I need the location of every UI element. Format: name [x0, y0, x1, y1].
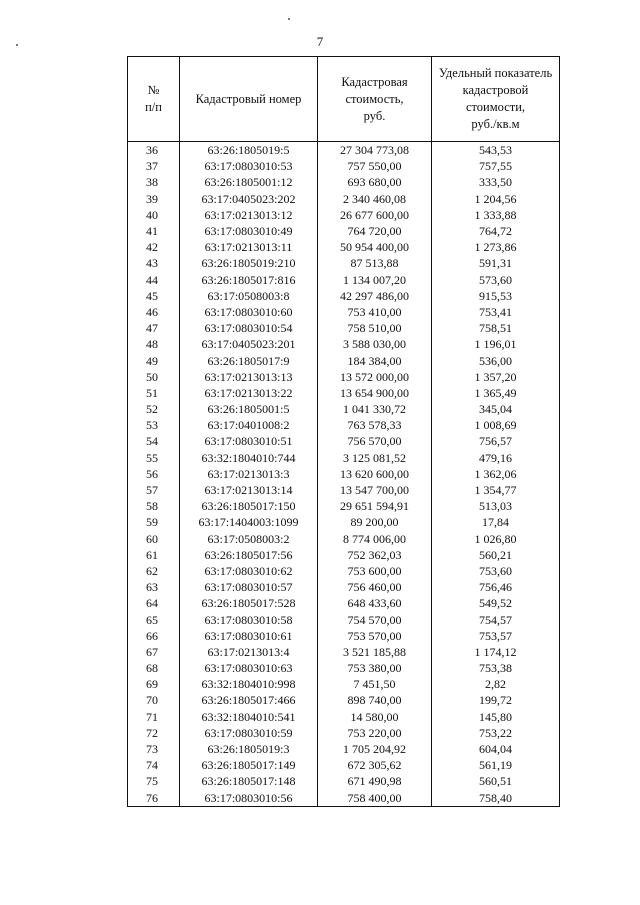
cadastral-number-cell: 63:17:0213013:14 — [180, 482, 318, 498]
specific-value-cell: 333,50 — [432, 174, 560, 190]
header-cadastral-number — [180, 57, 318, 142]
table-row — [128, 725, 560, 741]
table-row — [128, 628, 560, 644]
cadastral-value-cell: 1 134 007,20 — [318, 272, 432, 288]
specific-value-cell: 479,16 — [432, 450, 560, 466]
cadastral-value-cell: 672 305,62 — [318, 757, 432, 773]
cadastral-number-cell: 63:17:0213013:3 — [180, 466, 318, 482]
cadastral-number-cell: 63:17:0405023:201 — [180, 336, 318, 352]
header-cadastral-value — [318, 57, 432, 142]
cadastral-value-cell: 752 362,03 — [318, 547, 432, 563]
cadastral-value-cell: 758 510,00 — [318, 320, 432, 336]
specific-value-cell: 753,57 — [432, 628, 560, 644]
cadastral-value-cell: 753 410,00 — [318, 304, 432, 320]
cadastral-value-cell: 1 705 204,92 — [318, 741, 432, 757]
cadastral-value-cell: 26 677 600,00 — [318, 207, 432, 223]
row-number-cell: 59 — [128, 514, 180, 530]
row-number-cell: 50 — [128, 369, 180, 385]
specific-value-cell: 561,19 — [432, 757, 560, 773]
row-number-cell: 51 — [128, 385, 180, 401]
table-row — [128, 223, 560, 239]
header-cadastral-value-label: Кадастровая стоимость, руб. — [341, 74, 408, 123]
row-number-cell: 55 — [128, 450, 180, 466]
table-body — [128, 142, 560, 807]
cadastral-number-cell: 63:17:0803010:59 — [180, 725, 318, 741]
table-row — [128, 531, 560, 547]
cadastral-value-cell: 648 433,60 — [318, 595, 432, 611]
specific-value-cell: 1 204,56 — [432, 191, 560, 207]
row-number-cell: 66 — [128, 628, 180, 644]
specific-value-cell: 1 026,80 — [432, 531, 560, 547]
page-number: 7 — [316, 34, 324, 49]
cadastral-value-cell: 50 954 400,00 — [318, 239, 432, 255]
table-row — [128, 352, 560, 368]
specific-value-cell: 549,52 — [432, 595, 560, 611]
cadastral-number-cell: 63:17:0803010:63 — [180, 660, 318, 676]
row-number-cell: 62 — [128, 563, 180, 579]
row-number-cell: 38 — [128, 174, 180, 190]
cadastral-value-cell: 756 570,00 — [318, 433, 432, 449]
row-number-cell: 58 — [128, 498, 180, 514]
table-row — [128, 773, 560, 789]
specific-value-cell: 764,72 — [432, 223, 560, 239]
row-number-cell: 54 — [128, 433, 180, 449]
table-row — [128, 385, 560, 401]
table-row — [128, 401, 560, 417]
row-number-cell: 44 — [128, 272, 180, 288]
table-row — [128, 466, 560, 482]
row-number-cell: 56 — [128, 466, 180, 482]
table-row — [128, 320, 560, 336]
table-row — [128, 547, 560, 563]
cadastral-value-cell: 753 380,00 — [318, 660, 432, 676]
table-row — [128, 660, 560, 676]
cadastral-number-cell: 63:26:1805017:9 — [180, 352, 318, 368]
specific-value-cell: 753,38 — [432, 660, 560, 676]
specific-value-cell: 1 357,20 — [432, 369, 560, 385]
table-row — [128, 709, 560, 725]
specific-value-cell: 536,00 — [432, 352, 560, 368]
header-cadastral-number-label: Кадастровый номер — [195, 91, 302, 106]
row-number-cell: 53 — [128, 417, 180, 433]
cadastral-value-cell: 757 550,00 — [318, 158, 432, 174]
cadastral-value-cell: 764 720,00 — [318, 223, 432, 239]
row-number-cell: 47 — [128, 320, 180, 336]
specific-value-cell: 604,04 — [432, 741, 560, 757]
specific-value-cell: 1 273,86 — [432, 239, 560, 255]
specific-value-cell: 199,72 — [432, 692, 560, 708]
cadastral-number-cell: 63:17:0803010:53 — [180, 158, 318, 174]
specific-value-cell: 543,53 — [432, 142, 560, 159]
table-row — [128, 595, 560, 611]
row-number-cell: 76 — [128, 790, 180, 807]
cadastral-number-cell: 63:26:1805017:528 — [180, 595, 318, 611]
table-row — [128, 239, 560, 255]
cadastral-value-cell: 1 041 330,72 — [318, 401, 432, 417]
cadastral-value-cell: 13 547 700,00 — [318, 482, 432, 498]
table-row — [128, 207, 560, 223]
cadastral-number-cell: 63:32:1804010:541 — [180, 709, 318, 725]
row-number-cell: 63 — [128, 579, 180, 595]
cadastral-value-cell: 7 451,50 — [318, 676, 432, 692]
cadastral-number-cell: 63:17:0213013:13 — [180, 369, 318, 385]
cadastral-value-cell: 756 460,00 — [318, 579, 432, 595]
row-number-cell: 57 — [128, 482, 180, 498]
specific-value-cell: 753,60 — [432, 563, 560, 579]
row-number-cell: 75 — [128, 773, 180, 789]
cadastral-value-cell: 753 220,00 — [318, 725, 432, 741]
cadastral-number-cell: 63:17:0803010:54 — [180, 320, 318, 336]
row-number-cell: 39 — [128, 191, 180, 207]
cadastral-number-cell: 63:26:1805019:3 — [180, 741, 318, 757]
cadastral-value-cell: 758 400,00 — [318, 790, 432, 807]
table-row — [128, 741, 560, 757]
cadastral-value-cell: 763 578,33 — [318, 417, 432, 433]
row-number-cell: 46 — [128, 304, 180, 320]
cadastral-value-cell: 13 654 900,00 — [318, 385, 432, 401]
specific-value-cell: 753,41 — [432, 304, 560, 320]
table-row — [128, 482, 560, 498]
cadastral-number-cell: 63:17:1404003:1099 — [180, 514, 318, 530]
row-number-cell: 42 — [128, 239, 180, 255]
row-number-cell: 64 — [128, 595, 180, 611]
row-number-cell: 48 — [128, 336, 180, 352]
specific-value-cell: 513,03 — [432, 498, 560, 514]
specific-value-cell: 758,40 — [432, 790, 560, 807]
cadastral-number-cell: 63:17:0803010:57 — [180, 579, 318, 595]
table-row — [128, 611, 560, 627]
cadastral-number-cell: 63:26:1805017:56 — [180, 547, 318, 563]
specific-value-cell: 1 333,88 — [432, 207, 560, 223]
cadastral-number-cell: 63:26:1805019:210 — [180, 255, 318, 271]
cadastral-number-cell: 63:26:1805001:12 — [180, 174, 318, 190]
cadastral-number-cell: 63:26:1805017:149 — [180, 757, 318, 773]
row-number-cell: 61 — [128, 547, 180, 563]
cadastral-number-cell: 63:17:0405023:202 — [180, 191, 318, 207]
cadastral-number-cell: 63:26:1805017:816 — [180, 272, 318, 288]
cadastral-value-table — [127, 56, 560, 807]
cadastral-number-cell: 63:26:1805001:5 — [180, 401, 318, 417]
row-number-cell: 71 — [128, 709, 180, 725]
specific-value-cell: 145,80 — [432, 709, 560, 725]
specific-value-cell: 758,51 — [432, 320, 560, 336]
specific-value-cell: 560,51 — [432, 773, 560, 789]
table-row — [128, 174, 560, 190]
specific-value-cell: 754,57 — [432, 611, 560, 627]
table-row — [128, 336, 560, 352]
cadastral-value-cell: 13 572 000,00 — [318, 369, 432, 385]
table-row — [128, 255, 560, 271]
table-row — [128, 304, 560, 320]
cadastral-value-cell: 27 304 773,08 — [318, 142, 432, 159]
cadastral-value-cell: 8 774 006,00 — [318, 531, 432, 547]
specific-value-cell: 756,46 — [432, 579, 560, 595]
table-row — [128, 498, 560, 514]
table-row — [128, 514, 560, 530]
specific-value-cell: 757,55 — [432, 158, 560, 174]
specific-value-cell: 1 008,69 — [432, 417, 560, 433]
cadastral-value-cell: 87 513,88 — [318, 255, 432, 271]
row-number-cell: 72 — [128, 725, 180, 741]
table-row — [128, 272, 560, 288]
specific-value-cell: 1 354,77 — [432, 482, 560, 498]
scan-speck — [288, 18, 290, 20]
cadastral-number-cell: 63:26:1805017:466 — [180, 692, 318, 708]
cadastral-number-cell: 63:26:1805019:5 — [180, 142, 318, 159]
row-number-cell: 60 — [128, 531, 180, 547]
row-number-cell: 67 — [128, 644, 180, 660]
specific-value-cell: 753,22 — [432, 725, 560, 741]
specific-value-cell: 345,04 — [432, 401, 560, 417]
table-row — [128, 563, 560, 579]
cadastral-number-cell: 63:17:0803010:62 — [180, 563, 318, 579]
table-row — [128, 142, 560, 159]
table-row — [128, 433, 560, 449]
cadastral-number-cell: 63:17:0803010:60 — [180, 304, 318, 320]
cadastral-number-cell: 63:17:0213013:11 — [180, 239, 318, 255]
table-row — [128, 757, 560, 773]
row-number-cell: 40 — [128, 207, 180, 223]
specific-value-cell: 573,60 — [432, 272, 560, 288]
cadastral-number-cell: 63:26:1805017:150 — [180, 498, 318, 514]
table-row — [128, 676, 560, 692]
table-row — [128, 790, 560, 807]
cadastral-value-cell: 184 384,00 — [318, 352, 432, 368]
specific-value-cell: 756,57 — [432, 433, 560, 449]
specific-value-cell: 2,82 — [432, 676, 560, 692]
table-header — [128, 57, 560, 142]
row-number-cell: 74 — [128, 757, 180, 773]
cadastral-number-cell: 63:17:0508003:8 — [180, 288, 318, 304]
cadastral-number-cell: 63:17:0213013:12 — [180, 207, 318, 223]
cadastral-value-cell: 3 588 030,00 — [318, 336, 432, 352]
cadastral-value-cell: 753 600,00 — [318, 563, 432, 579]
header-row-number-label: № п/п — [145, 83, 162, 114]
header-row-number — [128, 57, 180, 142]
specific-value-cell: 560,21 — [432, 547, 560, 563]
specific-value-cell: 915,53 — [432, 288, 560, 304]
row-number-cell: 43 — [128, 255, 180, 271]
table-row — [128, 369, 560, 385]
row-number-cell: 65 — [128, 611, 180, 627]
header-specific-value — [432, 57, 560, 142]
row-number-cell: 70 — [128, 692, 180, 708]
row-number-cell: 41 — [128, 223, 180, 239]
specific-value-cell: 1 196,01 — [432, 336, 560, 352]
specific-value-cell: 1 362,06 — [432, 466, 560, 482]
row-number-cell: 49 — [128, 352, 180, 368]
cadastral-number-cell: 63:17:0803010:58 — [180, 611, 318, 627]
row-number-cell: 45 — [128, 288, 180, 304]
cadastral-number-cell: 63:17:0803010:51 — [180, 433, 318, 449]
row-number-cell: 73 — [128, 741, 180, 757]
cadastral-number-cell: 63:32:1804010:998 — [180, 676, 318, 692]
cadastral-value-cell: 29 651 594,91 — [318, 498, 432, 514]
header-specific-value-label: Удельный показатель кадастровой стоимости, руб./кв.м — [438, 66, 553, 131]
cadastral-number-cell: 63:17:0803010:49 — [180, 223, 318, 239]
cadastral-value-cell: 898 740,00 — [318, 692, 432, 708]
table-row — [128, 158, 560, 174]
cadastral-value-cell: 753 570,00 — [318, 628, 432, 644]
cadastral-number-cell: 63:17:0401008:2 — [180, 417, 318, 433]
row-number-cell: 68 — [128, 660, 180, 676]
row-number-cell: 36 — [128, 142, 180, 159]
cadastral-value-cell: 14 580,00 — [318, 709, 432, 725]
specific-value-cell: 1 365,49 — [432, 385, 560, 401]
cadastral-number-cell: 63:17:0803010:61 — [180, 628, 318, 644]
row-number-cell: 52 — [128, 401, 180, 417]
cadastral-value-cell: 2 340 460,08 — [318, 191, 432, 207]
cadastral-number-cell: 63:17:0508003:2 — [180, 531, 318, 547]
cadastral-number-cell: 63:17:0213013:4 — [180, 644, 318, 660]
cadastral-value-cell: 42 297 486,00 — [318, 288, 432, 304]
cadastral-value-cell: 3 125 081,52 — [318, 450, 432, 466]
row-number-cell: 69 — [128, 676, 180, 692]
table-row — [128, 579, 560, 595]
table-row — [128, 692, 560, 708]
cadastral-value-cell: 13 620 600,00 — [318, 466, 432, 482]
specific-value-cell: 591,31 — [432, 255, 560, 271]
row-number-cell: 37 — [128, 158, 180, 174]
cadastral-number-cell: 63:17:0803010:56 — [180, 790, 318, 807]
cadastral-value-cell: 754 570,00 — [318, 611, 432, 627]
cadastral-value-cell: 89 200,00 — [318, 514, 432, 530]
cadastral-number-cell: 63:32:1804010:744 — [180, 450, 318, 466]
table-row — [128, 417, 560, 433]
specific-value-cell: 1 174,12 — [432, 644, 560, 660]
specific-value-cell: 17,84 — [432, 514, 560, 530]
cadastral-number-cell: 63:17:0213013:22 — [180, 385, 318, 401]
cadastral-value-cell: 3 521 185,88 — [318, 644, 432, 660]
table-row — [128, 644, 560, 660]
cadastral-number-cell: 63:26:1805017:148 — [180, 773, 318, 789]
cadastral-value-cell: 671 490,98 — [318, 773, 432, 789]
table-row — [128, 191, 560, 207]
table-header-row — [128, 57, 560, 142]
table-row — [128, 288, 560, 304]
table-row — [128, 450, 560, 466]
cadastral-value-cell: 693 680,00 — [318, 174, 432, 190]
